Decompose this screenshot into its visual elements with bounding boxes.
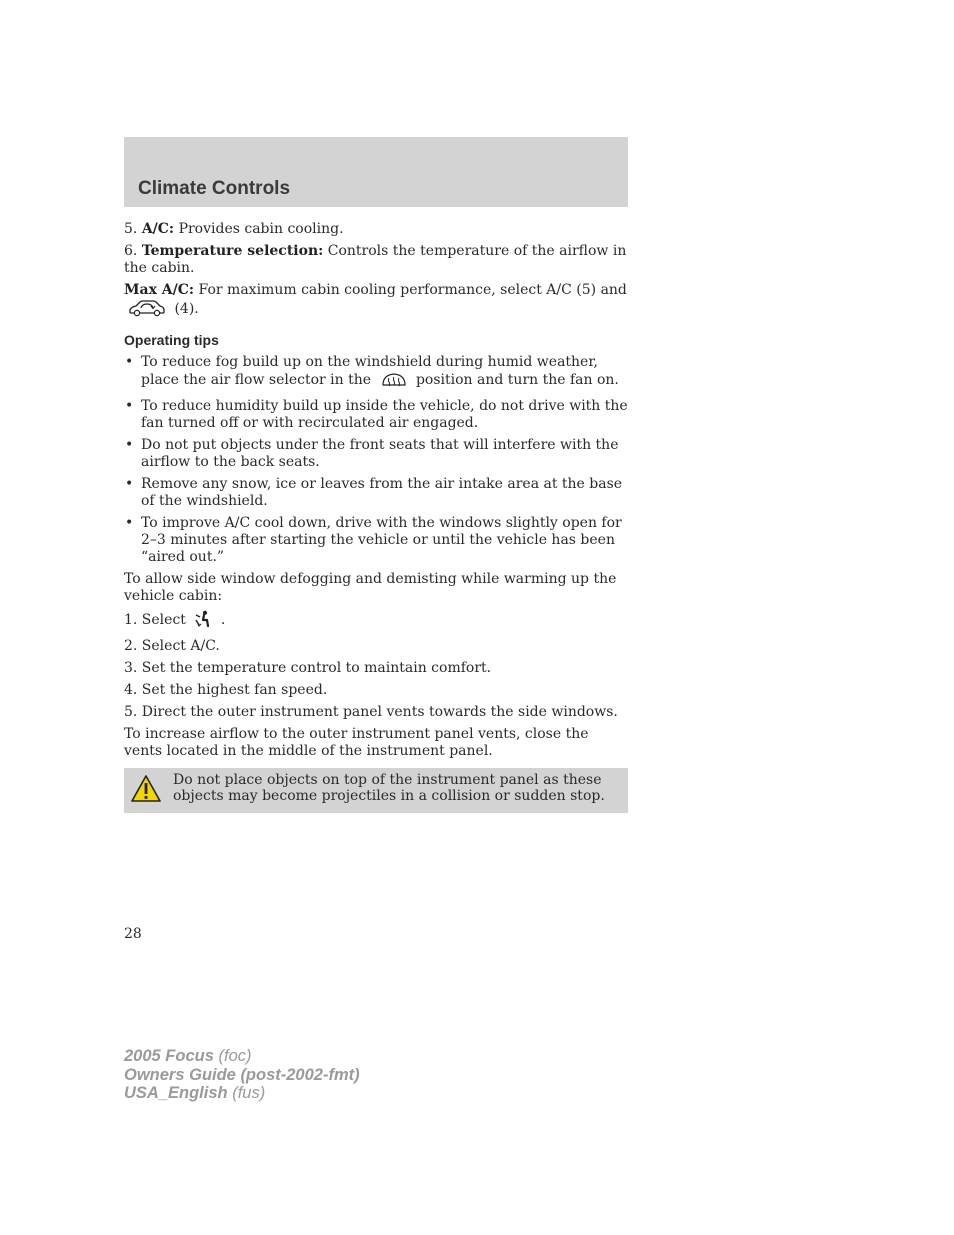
recirculation-car-icon xyxy=(128,299,166,322)
page-content xyxy=(124,221,628,813)
item-ac-text: Provides cabin cooling. xyxy=(178,221,344,237)
item-temperature: 6. Temperature selection: Controls the temperature of the airflow in the cabin. xyxy=(124,243,627,276)
item-ac: 5. A/C: Provides cabin cooling. xyxy=(124,221,344,237)
warning-text: Do not place objects on top of the instrument panel as these objects may become projectiles in a collision or sudden stop. xyxy=(173,772,605,804)
operating-tips-heading: Operating tips xyxy=(124,332,219,348)
section-header-band xyxy=(124,137,628,207)
floor-defrost-icon xyxy=(194,610,212,633)
step-2: 2. Select A/C. xyxy=(124,638,220,654)
list-item: • To reduce fog build up on the windshield during humid weather, place the air flow selector in the position and turn the fan on. xyxy=(124,354,628,393)
warning-triangle-icon xyxy=(130,774,162,809)
list-item: • Do not put objects under the front seats that will interfere with the airflow to the back seats. xyxy=(125,437,619,470)
item-max-ac-label: Max A/C: xyxy=(124,282,195,298)
defrost-icon xyxy=(380,371,408,393)
airflow-note: To increase airflow to the outer instrument panel vents, close the vents located in the middle of the instrument panel. xyxy=(124,726,589,759)
step-1: 1. Select . xyxy=(124,610,628,633)
page-number: 28 xyxy=(124,926,142,942)
operating-tips-list xyxy=(124,354,628,566)
item-temperature-text: Controls the temperature of the airflow in the cabin. xyxy=(124,243,627,276)
list-item: • Remove any snow, ice or leaves from the air intake area at the base of the windshield. xyxy=(125,476,623,509)
list-item: • To reduce humidity build up inside the vehicle, do not drive with the fan turned off or with recirculated air engaged. xyxy=(125,398,628,431)
section-title: Climate Controls xyxy=(138,178,291,199)
warning-box xyxy=(124,768,628,813)
item-max-ac-text-b: (4). xyxy=(174,301,199,317)
step-3: 3. Set the temperature control to maintain comfort. xyxy=(124,660,492,676)
defog-intro: To allow side window defogging and demisting while warming up the vehicle cabin: xyxy=(124,571,617,604)
item-ac-label: A/C: xyxy=(141,221,175,237)
list-item: • To improve A/C cool down, drive with the windows slightly open for 2–3 minutes after starting the vehicle or until the vehicle has been “aired out.” xyxy=(125,515,622,565)
item-max-ac-text-a: For maximum cabin cooling performance, select A/C (5) and xyxy=(198,282,627,298)
step-5: 5. Direct the outer instrument panel vents towards the side windows. xyxy=(124,704,618,720)
document-footer: 2005 Focus (foc) Owners Guide (post-2002-fmt) USA_English (fus) xyxy=(124,1047,360,1102)
step-4: 4. Set the highest fan speed. xyxy=(124,682,328,698)
item-temperature-label: Temperature selection: xyxy=(141,243,324,259)
item-max-ac xyxy=(124,282,628,322)
